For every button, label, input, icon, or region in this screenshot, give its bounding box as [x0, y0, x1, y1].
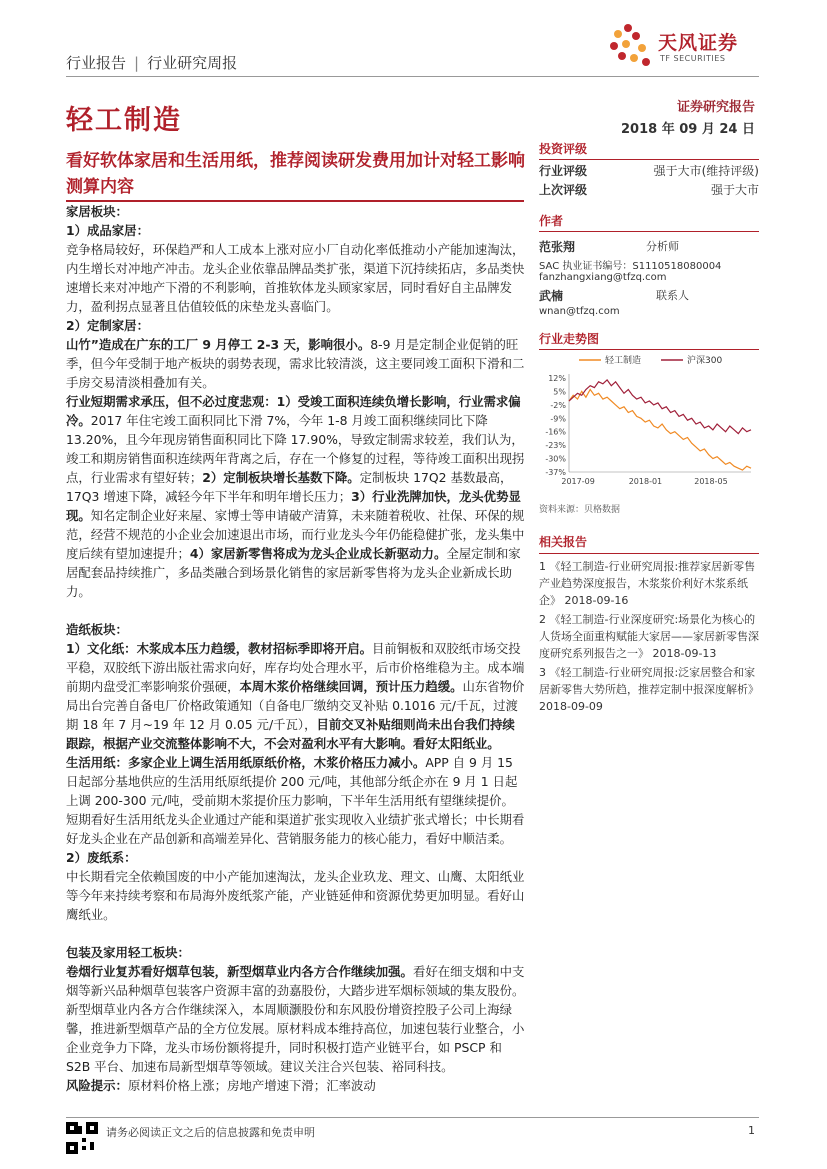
author-panel — [539, 212, 759, 317]
rating-key: 行业评级 — [539, 164, 588, 178]
paragraph-culture-paper — [66, 639, 526, 753]
trend-heading-wrap — [539, 330, 759, 350]
y-tick-label: -2% — [550, 400, 566, 410]
text-run: 山东省物价局出台完善自备电厂价格政策通知（自备电厂缴纳交叉补贴 0.1016 元/千瓦，过渡期 18 年 7 月~19 年 12 月 0.05 元/千瓦）， — [66, 679, 525, 732]
tf-securities-logo — [606, 22, 766, 70]
bold-phrase: 山竹”造成在广东的工厂 9 月停工 2-3 天，影响很小。 — [66, 337, 371, 352]
paragraph-custom-furniture — [66, 335, 526, 392]
paragraph-industry-demand — [66, 392, 526, 601]
text-run: 全屋定制和家居配套品持续推广，多品类融合到场景化销售的家居新零售将为龙头企业新成长助力。 — [66, 546, 521, 599]
sub-heading-waste-paper: 2）废纸系： — [66, 850, 137, 865]
main-content — [66, 202, 526, 1095]
paragraph-waste-paper: 中长期看完全依赖国废的中小产能加速淘汰，龙头企业玖龙、理文、山鹰、太阳纸业等今年来持续考察和布局海外废纸浆产能，产业链延伸和资源优势更加明显。看好山鹰纸业。 — [66, 869, 525, 922]
rating-panel — [539, 140, 759, 200]
related-reports — [539, 534, 759, 717]
header-divider — [66, 76, 759, 77]
bold-phrase: 目前交叉补贴细则尚未出台我们持续跟踪，根据产业交流整体影响不大，不会对盈利水平有大影响。看好太阳纸业。 — [66, 717, 515, 751]
report-type: 证券研究报告 — [676, 100, 755, 115]
y-tick-label: 12% — [548, 374, 566, 383]
y-tick-label: -16% — [545, 427, 566, 437]
qr-code-icon — [66, 1122, 98, 1154]
bold-phrase: 4）家居新零售将成为龙头企业成长新驱动力。 — [189, 546, 447, 561]
rating-heading: 投资评级 — [539, 140, 759, 160]
y-tick-label: 5% — [553, 387, 566, 397]
sub-heading-finished-furniture: 1）成品家居： — [66, 223, 149, 238]
author-1-row — [539, 238, 679, 255]
report-category — [66, 52, 237, 73]
bold-phrase: 卷烟行业复苏看好烟草包装，新型烟草业内各方合作继续加强。 — [66, 964, 413, 979]
author-heading: 作者 — [539, 212, 759, 232]
report-title: 看好软体家居和生活用纸，推荐阅读研发费用加计对轻工影响测算内容 — [66, 151, 525, 197]
tag-industry-report: 行业报告 — [66, 54, 127, 72]
section-heading-paper: 造纸板块： — [66, 622, 128, 637]
bold-phrase: 本周木浆价格继续回调，预计压力趋缓。 — [239, 679, 463, 694]
related-heading: 相关报告 — [539, 534, 759, 554]
sub-heading-custom-furniture: 2）定制家居： — [66, 318, 149, 333]
risk-text: 原材料价格上涨；房地产增速下滑；汇率波动 — [127, 1078, 376, 1093]
text-run: 8-9 月是定制企业促销的旺季，但今年受制于地产板块的弱势表现，需求比较清淡，这主要同竣工面积下滑和二手房交易清淡相叠加有关。 — [66, 337, 525, 390]
industry-title: 轻工制造 — [66, 105, 182, 136]
paragraph-packaging — [66, 962, 526, 1076]
y-tick-label: -30% — [545, 454, 566, 464]
rating-value: 强于大市 — [710, 183, 759, 197]
bold-phrase: 行业短期需求承压，但不必过度悲观：1）受竣工面积连续负增长影响，行业需求偏冷。 — [66, 394, 521, 428]
author-2-name: 武楠 — [539, 289, 564, 303]
text-run: 目前铜板和双胶纸市场交投平稳，双胶纸下游出版社需求向好，库存均处合理水平，后市价格维稳为主。成本端前期内盘受汇率影响浆价强硬， — [66, 641, 525, 694]
rating-key: 上次评级 — [539, 183, 588, 197]
related-report-item[interactable]: 3 《轻工制造-行业研究周报:泛家居整合和家居新零售大势所趋，推荐定制中报深度解析》 2018-09-09 — [539, 666, 759, 713]
legend-label: 轻工制造 — [605, 356, 642, 366]
text-run: APP 自 9 月 15 日起部分基地供应的生活用纸原纸提价 200 元/吨，其他部分纸企亦在 9 月 1 日起上调 200-300 元/吨，受前期木浆提价压力影响，下半年生活用纸有望继续提价。短期看好生活用纸龙头企业通过产能和渠道扩张实现收入业绩扩张式增长；中长期看好龙头企业在产品创新和高端差异化、营销服务能力的核心能力，看好中顺洁柔。 — [66, 755, 525, 846]
related-report-item[interactable]: 2 《轻工制造-行业深度研究:场景化为核心的人货场全面重构赋能大家居——家居新零售深度研究系列报告之一》 2018-09-13 — [539, 613, 759, 660]
section-heading-home: 家居板块： — [66, 204, 128, 219]
logo-dots-icon — [606, 22, 656, 70]
footer-divider — [66, 1117, 759, 1118]
paragraph-tissue-paper — [66, 753, 526, 848]
bold-phrase: 3）行业洗牌加快，龙头优势显现。 — [66, 489, 521, 523]
author-1-name: 范张翔 — [539, 240, 576, 254]
logo-text-en: TF SECURITIES — [660, 54, 726, 63]
author-1-email[interactable]: fanzhangxiang@tfzq.com — [539, 272, 667, 283]
separator: | — [134, 54, 140, 72]
section-heading-packaging: 包装及家用轻工板块： — [66, 945, 190, 960]
y-tick-label: -23% — [545, 441, 566, 451]
text-run: 看好在细支烟和中支烟等新兴品种烟草包装客户资源丰富的劲嘉股份，大踏步进军烟标领域的集友股份。新型烟草业内各方合作继续深入，本周顺灏股份和东风股份增资控股子公司上海绿馨，推进新型烟草产品的全方位发展。原材料成本维持高位，加速包装行业整合，小企业竞争力下降，龙头市场份额将提升，同时积极打造产业链平台，如 PSCP 和 S2B 平台、加速布局新型烟草等领域。建议关注合兴包装、裕同科技。 — [66, 964, 525, 1074]
rating-row-current — [539, 162, 759, 181]
report-date: 2018 年 09 月 24 日 — [621, 122, 755, 137]
author-2-role: 联系人 — [656, 289, 689, 302]
legend-label: 沪深300 — [687, 356, 723, 366]
bold-phrase: 2）定制板块增长基数下降。 — [202, 470, 360, 485]
page-number: 1 — [748, 1124, 755, 1137]
x-tick-label: 2018-01 — [628, 477, 663, 486]
paragraph-risk — [66, 1076, 526, 1095]
trend-chart — [539, 350, 759, 500]
related-report-item[interactable]: 1 《轻工制造-行业研究周报:推荐家居新零售产业趋势深度报告，木浆浆价利好木浆系纸企》 2018-09-16 — [539, 560, 756, 607]
author-1-cert: SAC 执业证书编号：S1110518080004 — [539, 261, 722, 272]
x-tick-label: 2017-09 — [561, 477, 595, 486]
author-1-role: 分析师 — [646, 240, 679, 253]
trend-chart-svg — [539, 350, 759, 500]
chart-source: 资料来源：贝格数据 — [539, 505, 621, 515]
author-2-row — [539, 287, 689, 304]
rating-value: 强于大市(维持评级) — [653, 164, 759, 178]
bold-phrase: 1）文化纸：木浆成本压力趋缓，教材招标季即将开启。 — [66, 641, 372, 656]
x-tick-label: 2018-05 — [694, 477, 728, 486]
logo-text-cn: 天风证券 — [658, 32, 739, 54]
bold-phrase: 生活用纸：多家企业上调生活用纸原纸价格，木浆价格压力减小。 — [66, 755, 426, 770]
tag-weekly: 行业研究周报 — [147, 54, 238, 72]
disclaimer-link[interactable]: 请务必阅读正文之后的信息披露和免责申明 — [106, 1126, 315, 1139]
text-run: 定制板块 17Q2 基数最高，17Q3 增速下降，减轻今年下半年和明年增长压力； — [66, 470, 513, 504]
text-run: 知名定制企业好来屋、家博士等申请破产清算，未来随着税收、社保、环保的规范，经营不规范的小企业会加速退出市场，而行业龙头今年仍能稳健扩张，龙头集中度后续有望加速提升； — [66, 508, 525, 561]
risk-label: 风险提示： — [66, 1078, 128, 1093]
y-tick-label: -9% — [550, 414, 566, 424]
paragraph-finished-furniture: 竞争格局较好，环保趋严和人工成本上涨对应小厂自动化率低推动小产能加速淘汰，内生增长对冲地产冲击。龙头企业依靠品牌品类扩张，渠道下沉持续拓店，多品类快速增长来对冲地产下滑的不利影响，首推软体龙头顾家家居，同时看好自主品牌发力，盈利拐点显著且估值较低的床垫龙头喜临门。 — [66, 242, 525, 314]
rating-row-previous — [539, 181, 759, 200]
y-tick-label: -37% — [545, 468, 566, 477]
author-2-email[interactable]: wnan@tfzq.com — [539, 306, 620, 317]
trend-heading: 行业走势图 — [539, 330, 759, 350]
text-run: 2017 年住宅竣工面积同比下滑 7%，今年 1-8 月竣工面积继续同比下降 13.20%，且今年现房销售面积同比下降 17.90%，导致定制需求较差，我们认为，竣工和期房销售面积连续两年背离之后，存在一个修复的过程，等待竣工面积出现拐点，行业需求有望好转； — [66, 413, 525, 485]
